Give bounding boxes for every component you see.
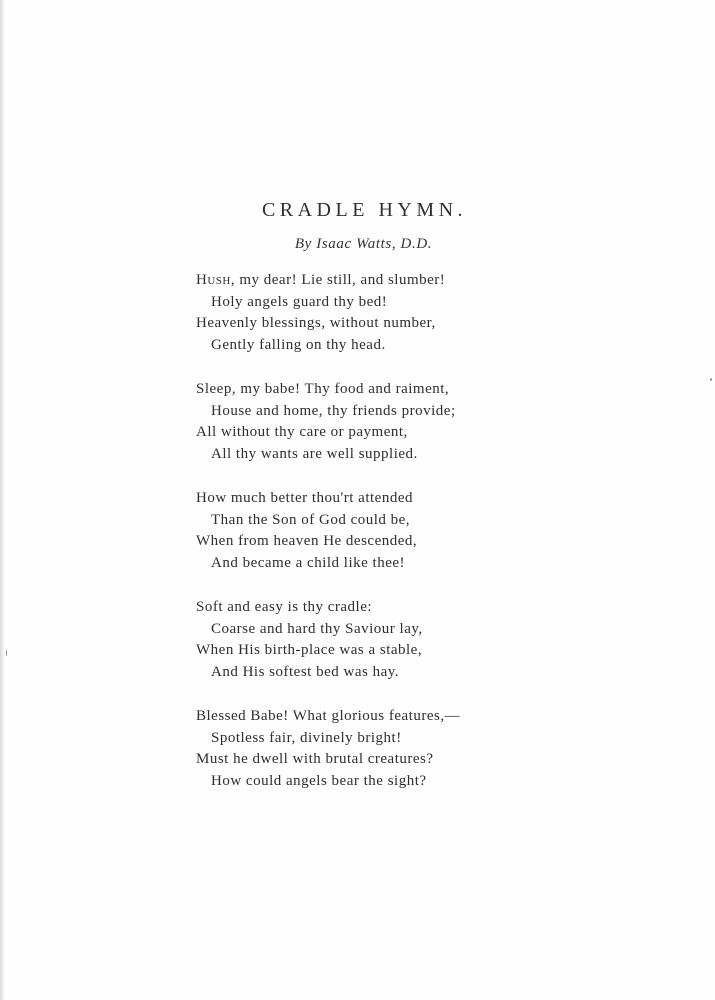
poem-line: Coarse and hard thy Saviour lay,: [211, 620, 423, 637]
poem-line: All without thy care or payment,: [196, 424, 408, 440]
initial-word: Hush: [196, 272, 231, 288]
poem-line: When from heaven He descended,: [196, 533, 418, 549]
stanza-4: [196, 597, 526, 683]
poem-line: Holy angels guard thy bed!: [211, 293, 388, 310]
poem-body: [196, 270, 526, 815]
poem-line: Soft and easy is thy cradle:: [196, 599, 373, 615]
stanza-3: [196, 488, 526, 574]
poem-title: CRADLE HYMN.: [261, 199, 468, 221]
poem-line: Heavenly blessings, without number,: [196, 315, 436, 331]
stanza-5: [196, 706, 526, 792]
poem-line: Must he dwell with brutal creatures?: [196, 751, 434, 767]
poem-line: House and home, thy friends provide;: [211, 402, 456, 419]
stanza-1: [196, 270, 526, 356]
poem-line: Than the Son of God could be,: [211, 511, 411, 528]
poem-line: Gently falling on thy head.: [211, 336, 386, 353]
page-edge-shadow: [0, 0, 5, 1000]
poem-line: [196, 270, 526, 292]
stanza-2: [196, 379, 526, 465]
poem-line: And became a child like thee!: [211, 554, 406, 571]
poem-byline: By Isaac Watts, D.D.: [294, 236, 433, 252]
poem-line: How could angels bear the sight?: [211, 772, 427, 789]
poem-line: When His birth-place was a stable,: [196, 642, 423, 658]
poem-line: Spotless fair, divinely bright!: [211, 729, 402, 746]
line-text: , my dear! Lie still, and slumber!: [230, 272, 446, 288]
print-speck: [6, 650, 7, 656]
poem-line: Blessed Babe! What glorious features,—: [196, 708, 461, 724]
poem-line: Sleep, my babe! Thy food and raiment,: [196, 381, 450, 397]
poem-line: And His softest bed was hay.: [211, 663, 400, 680]
poem-line: How much better thou'rt attended: [196, 490, 413, 506]
print-speck: [710, 378, 712, 381]
poem-line: All thy wants are well supplied.: [211, 445, 418, 462]
